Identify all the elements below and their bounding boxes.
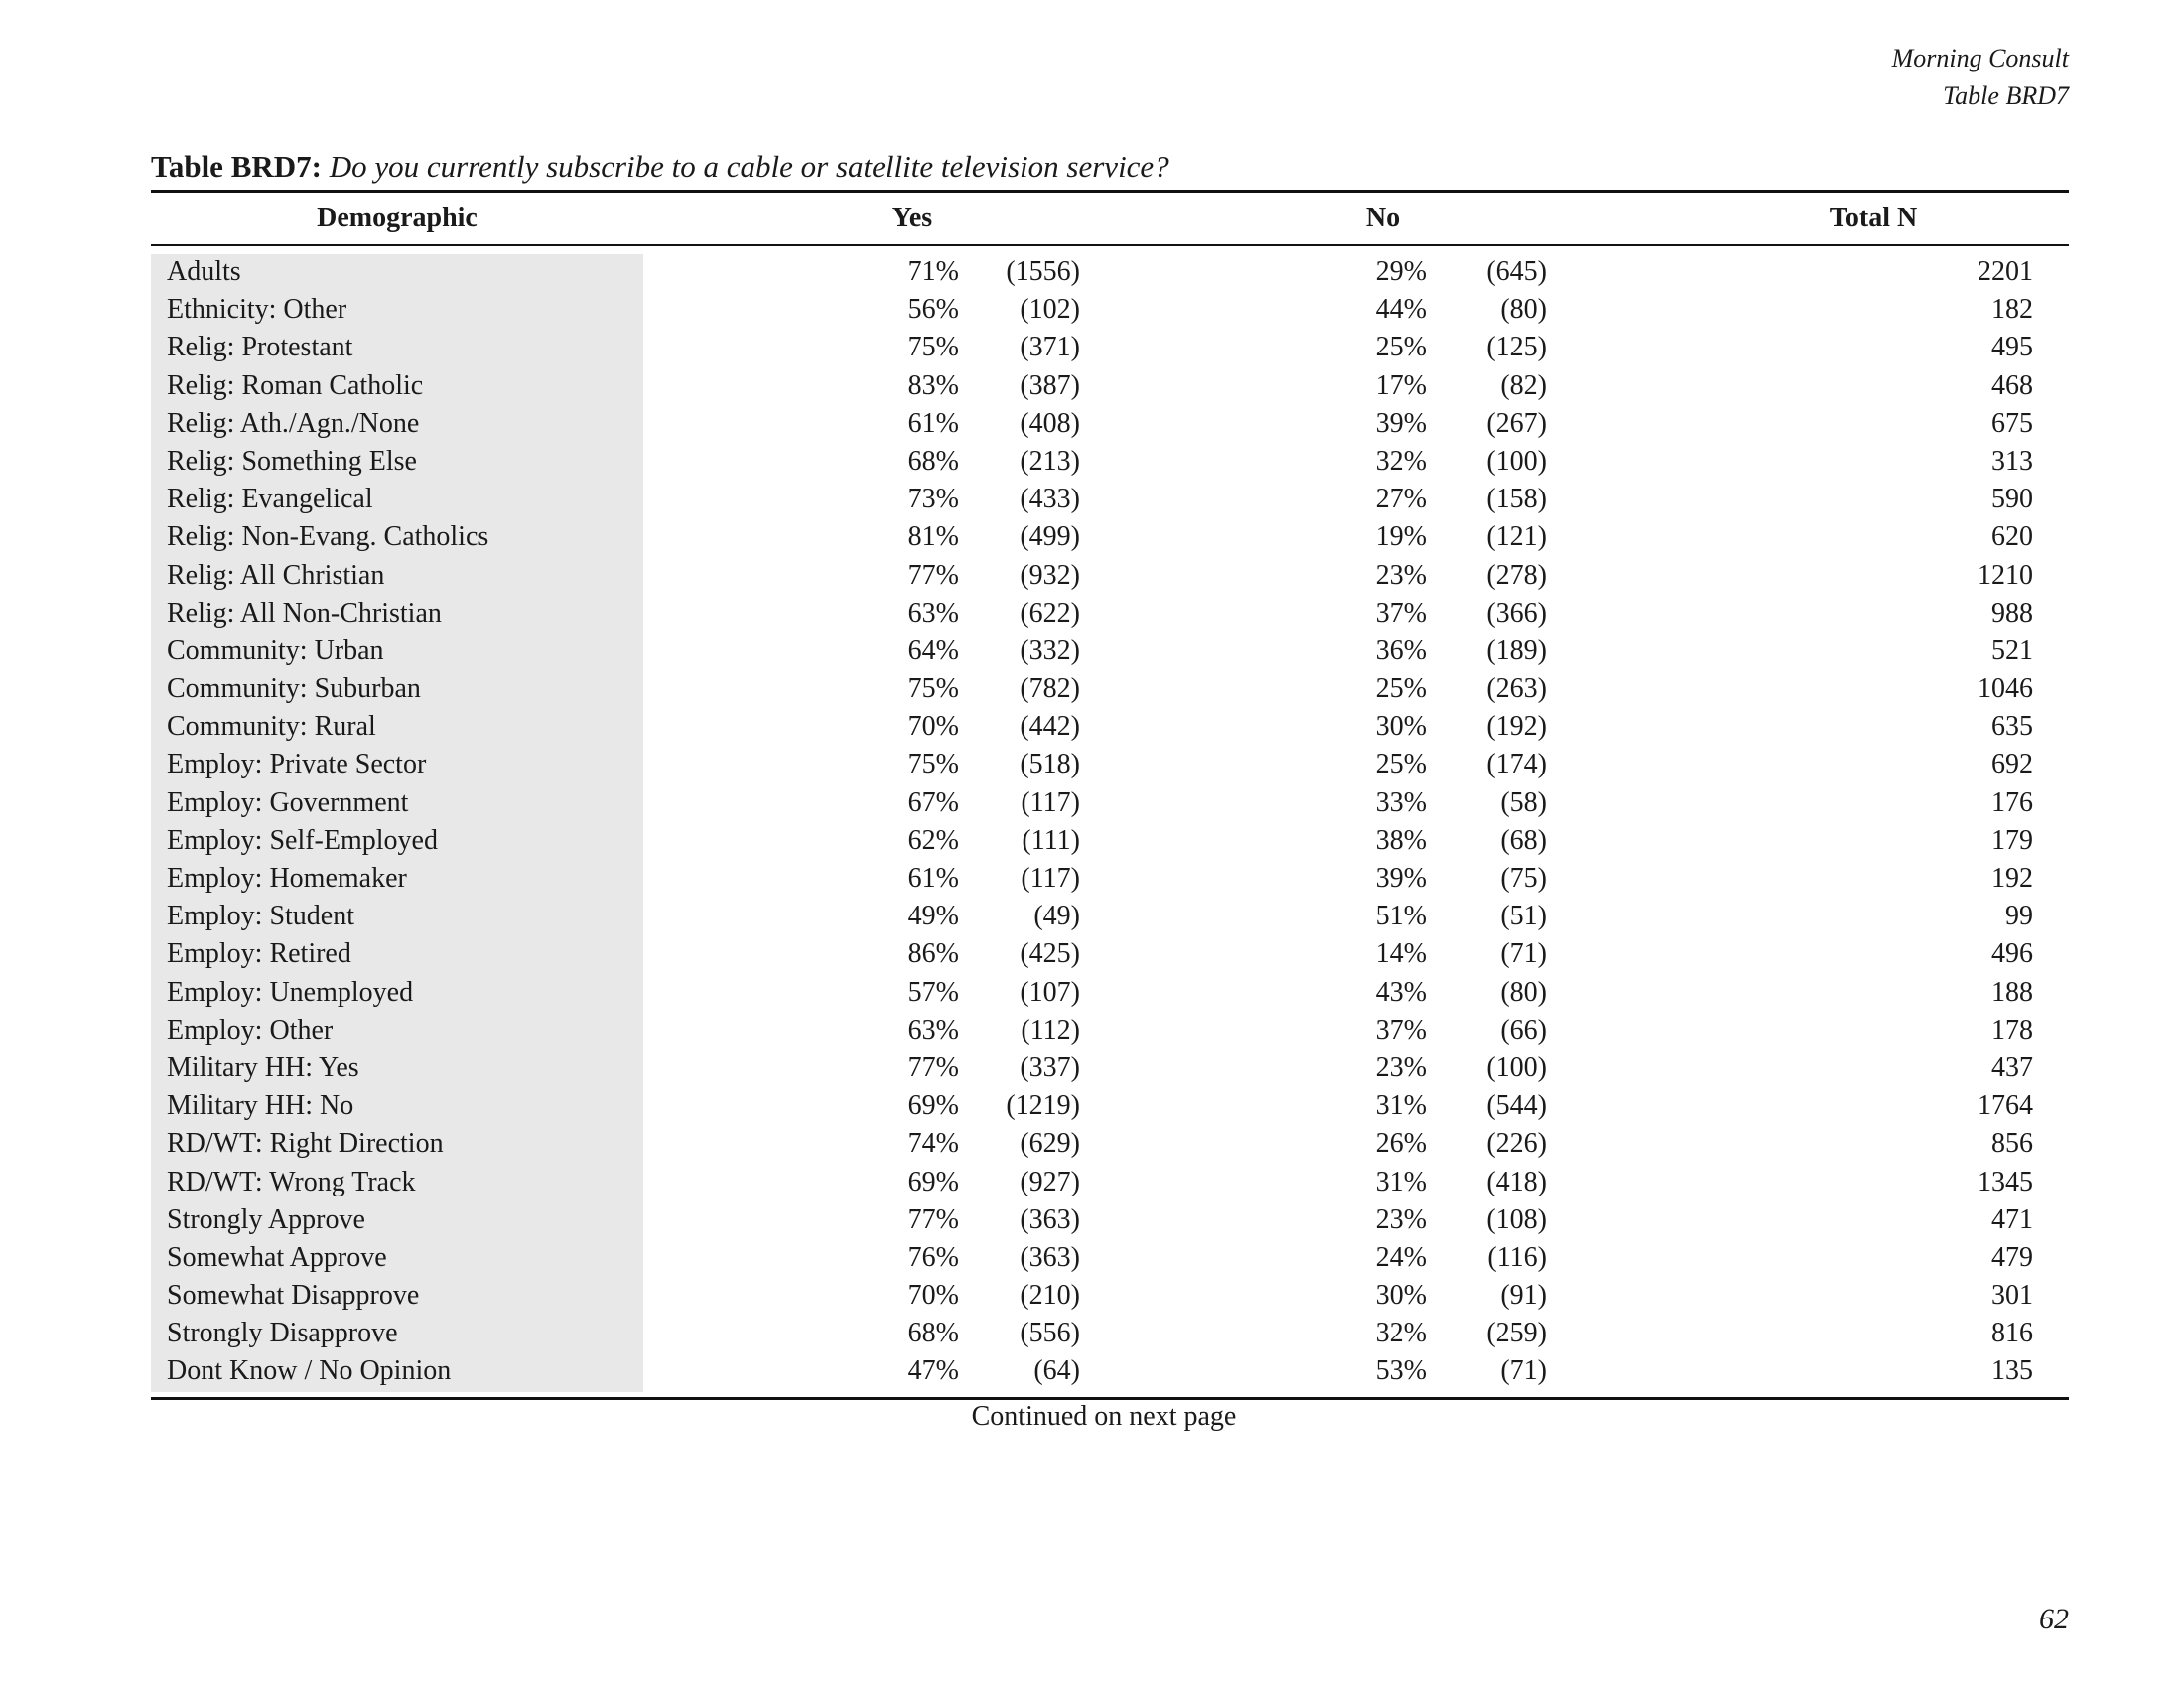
row-yes-count: (932) [1020, 559, 1080, 591]
table-top-rule [151, 190, 2069, 193]
row-total-n: 176 [1991, 786, 2033, 818]
row-no-percent: 25% [1375, 673, 1427, 705]
row-demographic: Relig: Roman Catholic [167, 369, 424, 401]
row-no-percent: 23% [1375, 559, 1427, 591]
row-no-count: (71) [1500, 938, 1547, 970]
row-total-n: 1345 [1978, 1166, 2033, 1197]
row-demographic: Employ: Self-Employed [167, 824, 438, 856]
row-no-percent: 29% [1375, 256, 1427, 287]
row-demographic: RD/WT: Wrong Track [167, 1166, 416, 1197]
row-yes-count: (629) [1020, 1128, 1080, 1160]
running-head [1892, 40, 2069, 115]
row-yes-percent: 76% [907, 1241, 959, 1273]
row-demographic: Employ: Private Sector [167, 749, 427, 780]
row-demographic: Employ: Unemployed [167, 976, 414, 1008]
row-no-count: (267) [1486, 407, 1547, 439]
row-no-count: (645) [1486, 256, 1547, 287]
row-yes-percent: 71% [907, 256, 959, 287]
row-yes-count: (363) [1020, 1241, 1080, 1273]
header-no: No [1365, 203, 1401, 233]
row-demographic: Strongly Disapprove [167, 1318, 398, 1349]
row-demographic: Dont Know / No Opinion [167, 1355, 452, 1387]
table-row [151, 1165, 2069, 1202]
row-no-percent: 30% [1375, 1280, 1427, 1312]
table-header-rule [151, 244, 2069, 246]
row-no-count: (91) [1500, 1280, 1547, 1312]
row-no-count: (121) [1486, 521, 1547, 553]
table-row [151, 975, 2069, 1013]
table-row [151, 1013, 2069, 1051]
row-no-percent: 31% [1375, 1166, 1427, 1197]
row-total-n: 496 [1991, 938, 2033, 970]
table-row [151, 1202, 2069, 1240]
table-body [151, 254, 2069, 1392]
table-id: Table BRD7 [1943, 81, 2069, 110]
row-total-n: 313 [1991, 445, 2033, 477]
row-yes-percent: 56% [907, 294, 959, 326]
row-yes-count: (112) [1021, 1014, 1080, 1046]
row-yes-percent: 73% [907, 484, 959, 515]
row-demographic: Employ: Retired [167, 938, 351, 970]
row-yes-count: (1556) [1006, 256, 1080, 287]
row-yes-percent: 63% [907, 1014, 959, 1046]
row-total-n: 301 [1991, 1280, 2033, 1312]
page-number: 62 [2039, 1603, 2069, 1635]
row-yes-count: (49) [1033, 901, 1080, 932]
row-yes-percent: 61% [907, 863, 959, 894]
row-total-n: 188 [1991, 976, 2033, 1008]
row-no-percent: 25% [1375, 332, 1427, 363]
row-yes-percent: 75% [907, 332, 959, 363]
row-total-n: 635 [1991, 711, 2033, 743]
table-row [151, 1278, 2069, 1316]
table-row [151, 861, 2069, 899]
row-no-percent: 27% [1375, 484, 1427, 515]
row-no-count: (259) [1486, 1318, 1547, 1349]
row-no-count: (226) [1486, 1128, 1547, 1160]
row-demographic: Relig: Non-Evang. Catholics [167, 521, 489, 553]
row-total-n: 479 [1991, 1241, 2033, 1273]
row-demographic: Relig: Evangelical [167, 484, 373, 515]
header-demographic: Demographic [317, 203, 478, 233]
row-no-count: (189) [1486, 634, 1547, 666]
row-total-n: 1764 [1978, 1090, 2033, 1122]
row-total-n: 692 [1991, 749, 2033, 780]
row-yes-percent: 61% [907, 407, 959, 439]
row-no-count: (263) [1486, 673, 1547, 705]
row-yes-count: (556) [1020, 1318, 1080, 1349]
row-no-count: (108) [1486, 1203, 1547, 1235]
row-no-count: (75) [1500, 863, 1547, 894]
row-demographic: Community: Rural [167, 711, 376, 743]
row-total-n: 590 [1991, 484, 2033, 515]
row-no-percent: 37% [1375, 597, 1427, 629]
row-no-percent: 37% [1375, 1014, 1427, 1046]
row-total-n: 468 [1991, 369, 2033, 401]
table-row [151, 1240, 2069, 1278]
row-demographic: Military HH: Yes [167, 1052, 359, 1083]
row-no-percent: 24% [1375, 1241, 1427, 1273]
row-total-n: 135 [1991, 1355, 2033, 1387]
row-demographic: Employ: Student [167, 901, 354, 932]
row-demographic: Somewhat Approve [167, 1241, 387, 1273]
row-total-n: 816 [1991, 1318, 2033, 1349]
row-yes-percent: 74% [907, 1128, 959, 1160]
row-no-percent: 39% [1375, 863, 1427, 894]
row-yes-percent: 57% [907, 976, 959, 1008]
row-no-count: (80) [1500, 976, 1547, 1008]
row-yes-count: (213) [1020, 445, 1080, 477]
row-demographic: RD/WT: Right Direction [167, 1128, 444, 1160]
row-total-n: 620 [1991, 521, 2033, 553]
table-row [151, 785, 2069, 823]
row-yes-count: (927) [1020, 1166, 1080, 1197]
row-demographic: Employ: Other [167, 1014, 334, 1046]
row-yes-percent: 64% [907, 634, 959, 666]
row-total-n: 495 [1991, 332, 2033, 363]
row-yes-percent: 68% [907, 445, 959, 477]
row-no-percent: 31% [1375, 1090, 1427, 1122]
row-yes-percent: 77% [907, 1052, 959, 1083]
header-total-n: Total N [1829, 203, 1918, 233]
table-row [151, 519, 2069, 557]
row-no-count: (68) [1500, 824, 1547, 856]
row-total-n: 1046 [1978, 673, 2033, 705]
row-yes-count: (408) [1020, 407, 1080, 439]
row-no-percent: 32% [1375, 1318, 1427, 1349]
row-yes-count: (117) [1021, 786, 1080, 818]
row-demographic: Somewhat Disapprove [167, 1280, 420, 1312]
row-no-count: (71) [1500, 1355, 1547, 1387]
row-no-percent: 23% [1375, 1203, 1427, 1235]
row-yes-count: (363) [1020, 1203, 1080, 1235]
table-header [151, 195, 2069, 242]
row-demographic: Relig: Ath./Agn./None [167, 407, 420, 439]
row-no-percent: 17% [1375, 369, 1427, 401]
row-yes-percent: 70% [907, 711, 959, 743]
row-yes-count: (102) [1020, 294, 1080, 326]
table-row [151, 482, 2069, 519]
row-yes-percent: 68% [907, 1318, 959, 1349]
row-no-count: (125) [1486, 332, 1547, 363]
table-row [151, 899, 2069, 936]
table-row [151, 747, 2069, 784]
row-total-n: 675 [1991, 407, 2033, 439]
row-yes-percent: 70% [907, 1280, 959, 1312]
row-no-count: (80) [1500, 294, 1547, 326]
row-yes-count: (107) [1020, 976, 1080, 1008]
row-demographic: Relig: All Non-Christian [167, 597, 442, 629]
row-yes-count: (332) [1020, 634, 1080, 666]
row-demographic: Relig: All Christian [167, 559, 385, 591]
table-row [151, 330, 2069, 367]
table-row [151, 596, 2069, 633]
table-row [151, 406, 2069, 444]
row-demographic: Military HH: No [167, 1090, 354, 1122]
header-yes: Yes [891, 203, 933, 233]
row-no-percent: 44% [1375, 294, 1427, 326]
row-demographic: Community: Urban [167, 634, 384, 666]
row-yes-count: (387) [1020, 369, 1080, 401]
row-demographic: Employ: Government [167, 786, 409, 818]
row-no-percent: 25% [1375, 749, 1427, 780]
row-total-n: 1210 [1978, 559, 2033, 591]
row-yes-count: (210) [1020, 1280, 1080, 1312]
row-yes-count: (371) [1020, 332, 1080, 363]
row-no-percent: 36% [1375, 634, 1427, 666]
row-no-percent: 14% [1375, 938, 1427, 970]
row-yes-percent: 63% [907, 597, 959, 629]
table-row [151, 444, 2069, 482]
row-yes-percent: 86% [907, 938, 959, 970]
row-total-n: 178 [1991, 1014, 2033, 1046]
row-no-count: (100) [1486, 1052, 1547, 1083]
table-row [151, 1051, 2069, 1088]
table-row [151, 1353, 2069, 1391]
row-no-percent: 30% [1375, 711, 1427, 743]
row-no-percent: 19% [1375, 521, 1427, 553]
row-total-n: 471 [1991, 1203, 2033, 1235]
row-yes-percent: 69% [907, 1090, 959, 1122]
row-no-count: (51) [1500, 901, 1547, 932]
row-no-count: (366) [1486, 597, 1547, 629]
row-no-percent: 23% [1375, 1052, 1427, 1083]
row-yes-percent: 81% [907, 521, 959, 553]
row-yes-percent: 75% [907, 749, 959, 780]
row-yes-count: (433) [1020, 484, 1080, 515]
row-demographic: Relig: Something Else [167, 445, 417, 477]
table-row [151, 633, 2069, 671]
row-no-count: (174) [1486, 749, 1547, 780]
caption-label: Table BRD7: [151, 149, 322, 184]
table-row [151, 671, 2069, 709]
row-demographic: Employ: Homemaker [167, 863, 407, 894]
table-row [151, 823, 2069, 861]
row-no-percent: 32% [1375, 445, 1427, 477]
publisher-name: Morning Consult [1891, 44, 2069, 72]
row-no-count: (278) [1486, 559, 1547, 591]
row-no-percent: 26% [1375, 1128, 1427, 1160]
row-no-percent: 51% [1375, 901, 1427, 932]
row-yes-percent: 47% [907, 1355, 959, 1387]
table-row [151, 936, 2069, 974]
row-no-count: (100) [1486, 445, 1547, 477]
row-yes-count: (117) [1021, 863, 1080, 894]
row-demographic: Relig: Protestant [167, 332, 353, 363]
table-row [151, 558, 2069, 596]
row-no-count: (116) [1487, 1241, 1547, 1273]
row-demographic: Community: Suburban [167, 673, 421, 705]
row-yes-percent: 77% [907, 1203, 959, 1235]
row-yes-count: (622) [1020, 597, 1080, 629]
row-total-n: 856 [1991, 1128, 2033, 1160]
row-demographic: Ethnicity: Other [167, 294, 347, 326]
row-demographic: Adults [167, 256, 241, 287]
table-row [151, 1316, 2069, 1353]
row-total-n: 2201 [1978, 256, 2033, 287]
row-total-n: 437 [1991, 1052, 2033, 1083]
row-no-count: (192) [1486, 711, 1547, 743]
row-total-n: 192 [1991, 863, 2033, 894]
table-row [151, 368, 2069, 406]
row-total-n: 182 [1991, 294, 2033, 326]
row-no-count: (158) [1486, 484, 1547, 515]
row-yes-count: (499) [1020, 521, 1080, 553]
row-no-percent: 38% [1375, 824, 1427, 856]
table-row [151, 1088, 2069, 1126]
table-row [151, 709, 2069, 747]
row-no-count: (418) [1486, 1166, 1547, 1197]
row-yes-percent: 67% [907, 786, 959, 818]
continued-note: Continued on next page [971, 1401, 1237, 1432]
row-yes-count: (64) [1033, 1355, 1080, 1387]
row-yes-percent: 77% [907, 559, 959, 591]
row-no-percent: 33% [1375, 786, 1427, 818]
row-no-count: (82) [1500, 369, 1547, 401]
row-yes-percent: 62% [907, 824, 959, 856]
row-yes-percent: 49% [907, 901, 959, 932]
row-yes-percent: 75% [907, 673, 959, 705]
row-no-percent: 39% [1375, 407, 1427, 439]
row-yes-percent: 69% [907, 1166, 959, 1197]
row-no-percent: 53% [1375, 1355, 1427, 1387]
row-no-count: (58) [1500, 786, 1547, 818]
table-caption [151, 147, 1169, 187]
row-yes-count: (518) [1020, 749, 1080, 780]
table-row [151, 1126, 2069, 1164]
row-total-n: 521 [1991, 634, 2033, 666]
row-yes-count: (111) [1022, 824, 1080, 856]
row-total-n: 179 [1991, 824, 2033, 856]
row-no-percent: 43% [1375, 976, 1427, 1008]
row-total-n: 99 [2005, 901, 2033, 932]
row-no-count: (66) [1500, 1014, 1547, 1046]
table-row [151, 292, 2069, 330]
row-total-n: 988 [1991, 597, 2033, 629]
row-demographic: Strongly Approve [167, 1203, 365, 1235]
row-yes-percent: 83% [907, 369, 959, 401]
caption-question: Do you currently subscribe to a cable or satellite television service? [329, 149, 1169, 184]
row-no-count: (544) [1486, 1090, 1547, 1122]
row-yes-count: (337) [1020, 1052, 1080, 1083]
table-row [151, 254, 2069, 292]
row-yes-count: (425) [1020, 938, 1080, 970]
row-yes-count: (442) [1020, 711, 1080, 743]
row-yes-count: (782) [1020, 673, 1080, 705]
row-yes-count: (1219) [1006, 1090, 1080, 1122]
